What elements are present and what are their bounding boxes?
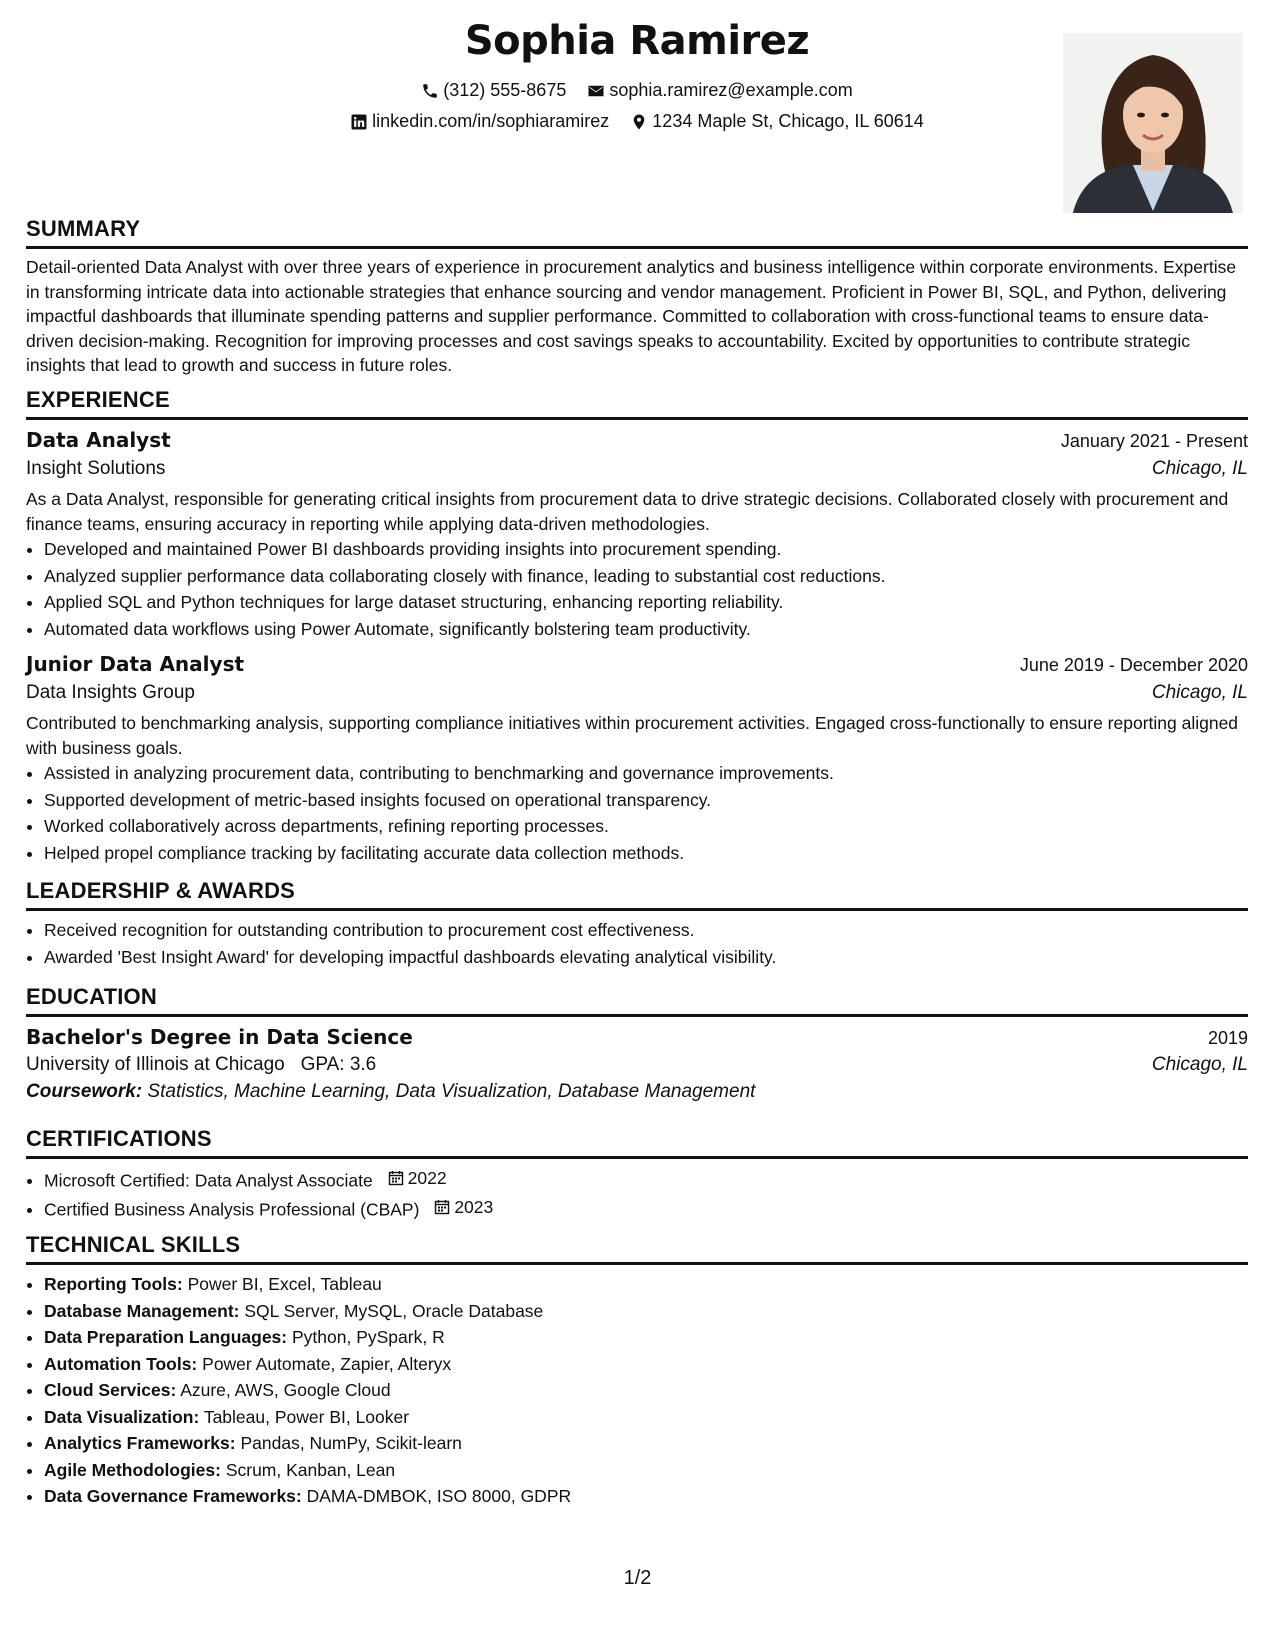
certifications-list (26, 1165, 1248, 1223)
linkedin-icon (350, 113, 368, 131)
list-item: • Worked collaboratively across departments, refining reporting processes. (44, 813, 1248, 840)
skill-values: Scrum, Kanban, Lean (225, 1459, 396, 1480)
profile-photo-illustration (1063, 33, 1243, 213)
skill-category: Data Preparation Languages: (44, 1327, 288, 1347)
experience-heading: EXPERIENCE (26, 387, 1248, 420)
list-item: • Received recognition for outstanding contribution to procurement cost effectiveness. (44, 917, 1248, 944)
job-company-row (26, 458, 1248, 480)
email-contact[interactable] (587, 80, 852, 101)
coursework-label: Coursework: (26, 1081, 143, 1102)
job-title: Data Analyst (26, 428, 171, 452)
list-item (44, 1430, 1248, 1457)
job-bullet-list (26, 760, 1248, 866)
job-header-row (26, 652, 1248, 676)
skills-heading: TECHNICAL SKILLS (26, 1232, 1248, 1265)
skill-category: Automation Tools: (44, 1353, 198, 1374)
street-address: 1234 Maple St, Chicago, IL 60614 (652, 111, 924, 131)
calendar-icon (434, 1199, 450, 1215)
school-location: Chicago, IL (1151, 1054, 1248, 1075)
skills-section (26, 1232, 1248, 1510)
page-number: 1/2 (623, 1567, 652, 1589)
skill-values: DAMA-DMBOK, ISO 8000, GDPR (306, 1486, 572, 1506)
job-location: Chicago, IL (1151, 458, 1248, 479)
skill-values: Power Automate, Zapier, Alteryx (202, 1353, 452, 1374)
coursework (26, 1081, 1248, 1103)
skill-category: Data Visualization: (44, 1406, 200, 1427)
school-info (26, 1054, 376, 1076)
job-entry (26, 652, 1248, 866)
job-description: Contributed to benchmarking analysis, supporting compliance initiatives within procurement activities. Engaged cross-functionally to ensure reporting aligned with business goals. (26, 713, 1239, 758)
coursework-list: Statistics, Machine Learning, Data Visualization, Database Management (147, 1081, 756, 1102)
phone-number: (312) 555-8675 (443, 80, 567, 100)
job-title: Junior Data Analyst (26, 652, 245, 676)
list-item (44, 1457, 1248, 1484)
job-entry (26, 428, 1248, 642)
linkedin-contact[interactable] (350, 111, 609, 132)
skill-values: Power BI, Excel, Tableau (187, 1274, 382, 1294)
list-item (44, 1483, 1248, 1510)
skill-category: Cloud Services: (44, 1380, 177, 1400)
skill-category: Database Management: (44, 1300, 240, 1321)
resume-page (26, 0, 1248, 1506)
education-header-row (26, 1025, 1248, 1049)
job-description: As a Data Analyst, responsible for generating critical insights from procurement data to drive strategic decisions. Collaborated closely with procurement and finance teams, ensuring accuracy in reporting while applying data-driven methodologies. (26, 489, 1229, 534)
list-item: • Helped propel compliance tracking by facilitating accurate data collection methods. (44, 840, 1248, 867)
skill-values: SQL Server, MySQL, Oracle Database (244, 1300, 544, 1321)
job-company: Data Insights Group (26, 682, 195, 703)
calendar-icon (388, 1170, 404, 1186)
skill-values: Tableau, Power BI, Looker (203, 1406, 410, 1427)
job-location: Chicago, IL (1151, 682, 1248, 703)
graduation-year: 2019 (1207, 1028, 1248, 1048)
map-pin-icon (630, 113, 648, 131)
envelope-icon (587, 82, 605, 100)
degree-name: Bachelor's Degree in Data Science (26, 1025, 413, 1049)
phone-contact (421, 80, 566, 101)
summary-heading: SUMMARY (26, 216, 1248, 249)
certification-date (434, 1194, 493, 1221)
job-dates: June 2019 - December 2020 (1019, 655, 1248, 675)
certification-year: 2022 (407, 1168, 447, 1188)
list-item (44, 1165, 1248, 1194)
list-item (44, 1351, 1248, 1378)
job-company-row (26, 682, 1248, 704)
skill-values: Pandas, NumPy, Scikit-learn (240, 1433, 462, 1453)
list-item (44, 1298, 1248, 1325)
gpa: GPA: 3.6 (300, 1054, 377, 1075)
school-row (26, 1054, 1248, 1076)
list-item: • Awarded 'Best Insight Award' for developing impactful dashboards elevating analytical visibility. (44, 944, 1248, 971)
profile-photo (1063, 33, 1243, 213)
summary-section (26, 216, 1248, 378)
job-header-row (26, 428, 1248, 452)
list-item (44, 1404, 1248, 1431)
certification-date (388, 1165, 447, 1192)
address-contact (630, 111, 924, 132)
leadership-list (26, 917, 1248, 970)
resume-header (26, 0, 1248, 222)
list-item: • Applied SQL and Python techniques for large dataset structuring, enhancing reporting reliability. (44, 589, 1248, 616)
skill-values: Python, PySpark, R (292, 1327, 445, 1347)
list-item: • Automated data workflows using Power Automate, significantly bolstering team productivity. (44, 616, 1248, 643)
skill-category: Reporting Tools: (44, 1274, 183, 1294)
skill-values: Azure, AWS, Google Cloud (180, 1380, 391, 1400)
education-section (26, 984, 1248, 1103)
certifications-section (26, 1126, 1248, 1223)
phone-icon (421, 82, 439, 100)
list-item (44, 1324, 1248, 1351)
skill-category: Data Governance Frameworks: (44, 1486, 302, 1506)
job-company: Insight Solutions (26, 458, 166, 479)
skill-category: Agile Methodologies: (44, 1459, 221, 1480)
job-bullet-list (26, 536, 1248, 642)
school-name: University of Illinois at Chicago (26, 1054, 285, 1075)
job-dates: January 2021 - Present (1060, 431, 1248, 451)
list-item (44, 1271, 1248, 1298)
certification-name: Microsoft Certified: Data Analyst Associate (44, 1170, 373, 1191)
linkedin-url[interactable]: linkedin.com/in/sophiaramirez (372, 111, 610, 131)
experience-section (26, 387, 1248, 866)
skills-list (26, 1271, 1248, 1510)
leadership-heading: LEADERSHIP & AWARDS (26, 878, 1248, 911)
certification-name: Certified Business Analysis Professional (CBAP) (44, 1199, 420, 1219)
list-item: • Assisted in analyzing procurement data, contributing to benchmarking and governance improvements. (44, 760, 1248, 787)
list-item: • Developed and maintained Power BI dashboards providing insights into procurement spending. (44, 536, 1248, 563)
certification-year: 2023 (454, 1196, 494, 1217)
leadership-section (26, 878, 1248, 970)
summary-text: Detail-oriented Data Analyst with over three years of experience in procurement analytics and business intelligence within corporate environments. Expertise in transforming intricate data into actionable strategies that enhance sourcing and vendor management. Proficient in Power BI, SQL, and Python, delivering impactful dashboards that illuminate spending patterns and supplier performance. Committed to collaboration with cross-functional teams to ensure data-driven decision-making. Recognition for improving processes and cost savings speaks to accountability. Excited by opportunities to contribute strategic insights that lead to growth and success in future roles. (26, 257, 1237, 375)
candidate-name: Sophia Ramirez (464, 18, 810, 64)
skill-category: Analytics Frameworks: (44, 1433, 236, 1453)
list-item: • Supported development of metric-based insights focused on operational transparency. (44, 787, 1248, 814)
email-address[interactable]: sophia.ramirez@example.com (609, 80, 853, 100)
list-item (44, 1377, 1248, 1404)
list-item (44, 1194, 1248, 1223)
list-item: • Analyzed supplier performance data collaborating closely with finance, leading to substantial cost reductions. (44, 563, 1248, 590)
education-heading: EDUCATION (26, 984, 1248, 1017)
certifications-heading: CERTIFICATIONS (26, 1126, 1248, 1159)
